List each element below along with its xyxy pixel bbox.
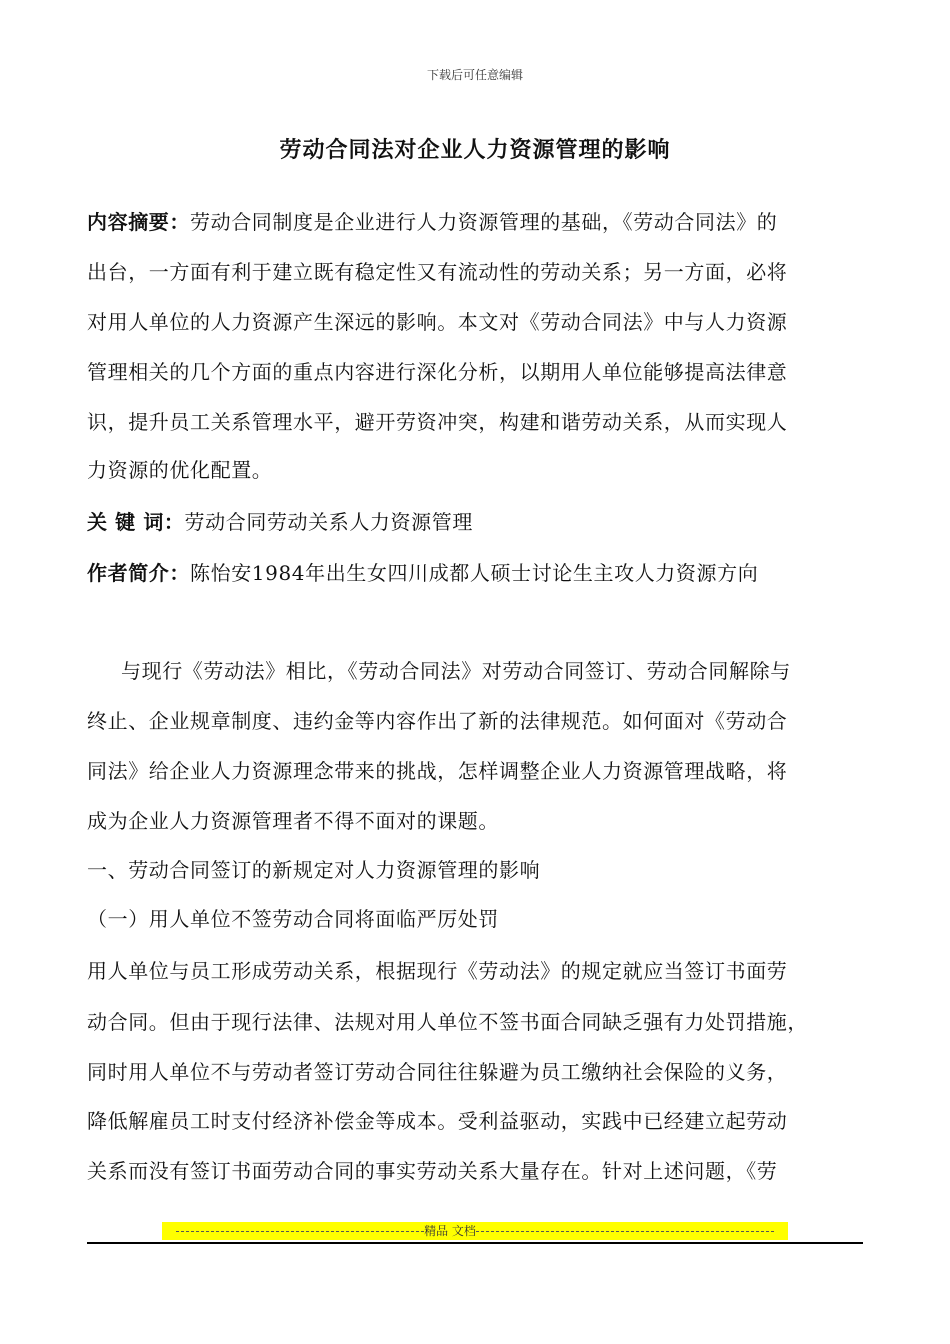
keywords-line [87,508,877,536]
footer-rule [87,1242,863,1244]
footer-dash-right [476,1222,774,1232]
intro-line: 成为企业人力资源管理者不得不面对的课题。 [87,809,499,833]
intro-line: 终止、企业规章制度、违约金等内容作出了新的法律规范。如何面对《劳动合 [87,709,788,733]
abstract-line: 出台，一方面有利于建立既有稳定性又有流动性的劳动关系；另一方面，必将 [87,260,788,284]
footer-band [162,1222,788,1240]
abstract-line: 识，提升员工关系管理水平，避开劳资冲突，构建和谐劳动关系，从而实现人 [87,410,788,434]
body-line: 降低解雇员工时支付经济补偿金等成本。受利益驱动，实践中已经建立起劳动 [87,1109,788,1133]
abstract-line: 力资源的优化配置。 [87,458,273,482]
footer-text: 精品 文档 [424,1224,476,1238]
abstract-label: 内容摘要： [87,210,190,234]
subsection-heading: （一）用人单位不签劳动合同将面临严厉处罚 [87,907,499,931]
header-note: 下载后可任意编辑 [426,68,523,82]
body-line: 关系而没有签订书面劳动合同的事实劳动关系大量存在。针对上述问题，《劳 [87,1159,778,1183]
keywords-text: 劳动合同劳动关系人力资源管理 [184,510,473,534]
body-line: 用人单位与员工形成劳动关系，根据现行《劳动法》的规定就应当签订书面劳 [87,959,788,983]
document-title: 劳动合同法对企业人力资源管理的影响 [279,137,671,163]
body-line: 动合同。但由于现行法律、法规对用人单位不签书面合同缺乏强有力处罚措施， [87,1010,808,1034]
section-heading: 一、劳动合同签订的新规定对人力资源管理的影响 [87,858,541,882]
author-line [87,559,877,587]
intro-line: 同法》给企业人力资源理念带来的挑战，怎样调整企业人力资源管理战略，将 [87,759,788,783]
body-line: 同时用人单位不与劳动者签订劳动合同往往躲避为员工缴纳社会保险的义务， [87,1060,788,1084]
abstract-line: 对用人单位的人力资源产生深远的影响。本文对《劳动合同法》中与人力资源 [87,310,788,334]
abstract-line [87,208,877,236]
footer-dash-left [176,1222,424,1232]
author-text: 陈怡安1984年出生女四川成都人硕士讨论生主攻人力资源方向 [190,561,759,585]
abstract-line: 管理相关的几个方面的重点内容进行深化分析，以期用人单位能够提高法律意 [87,360,788,384]
author-label: 作者简介： [87,561,190,585]
abstract-text: 劳动合同制度是企业进行人力资源管理的基础，《劳动合同法》的 [190,210,778,234]
intro-line: 与现行《劳动法》相比，《劳动合同法》对劳动合同签订、劳动合同解除与 [121,659,791,683]
keywords-label: 关 键 词： [87,510,185,534]
